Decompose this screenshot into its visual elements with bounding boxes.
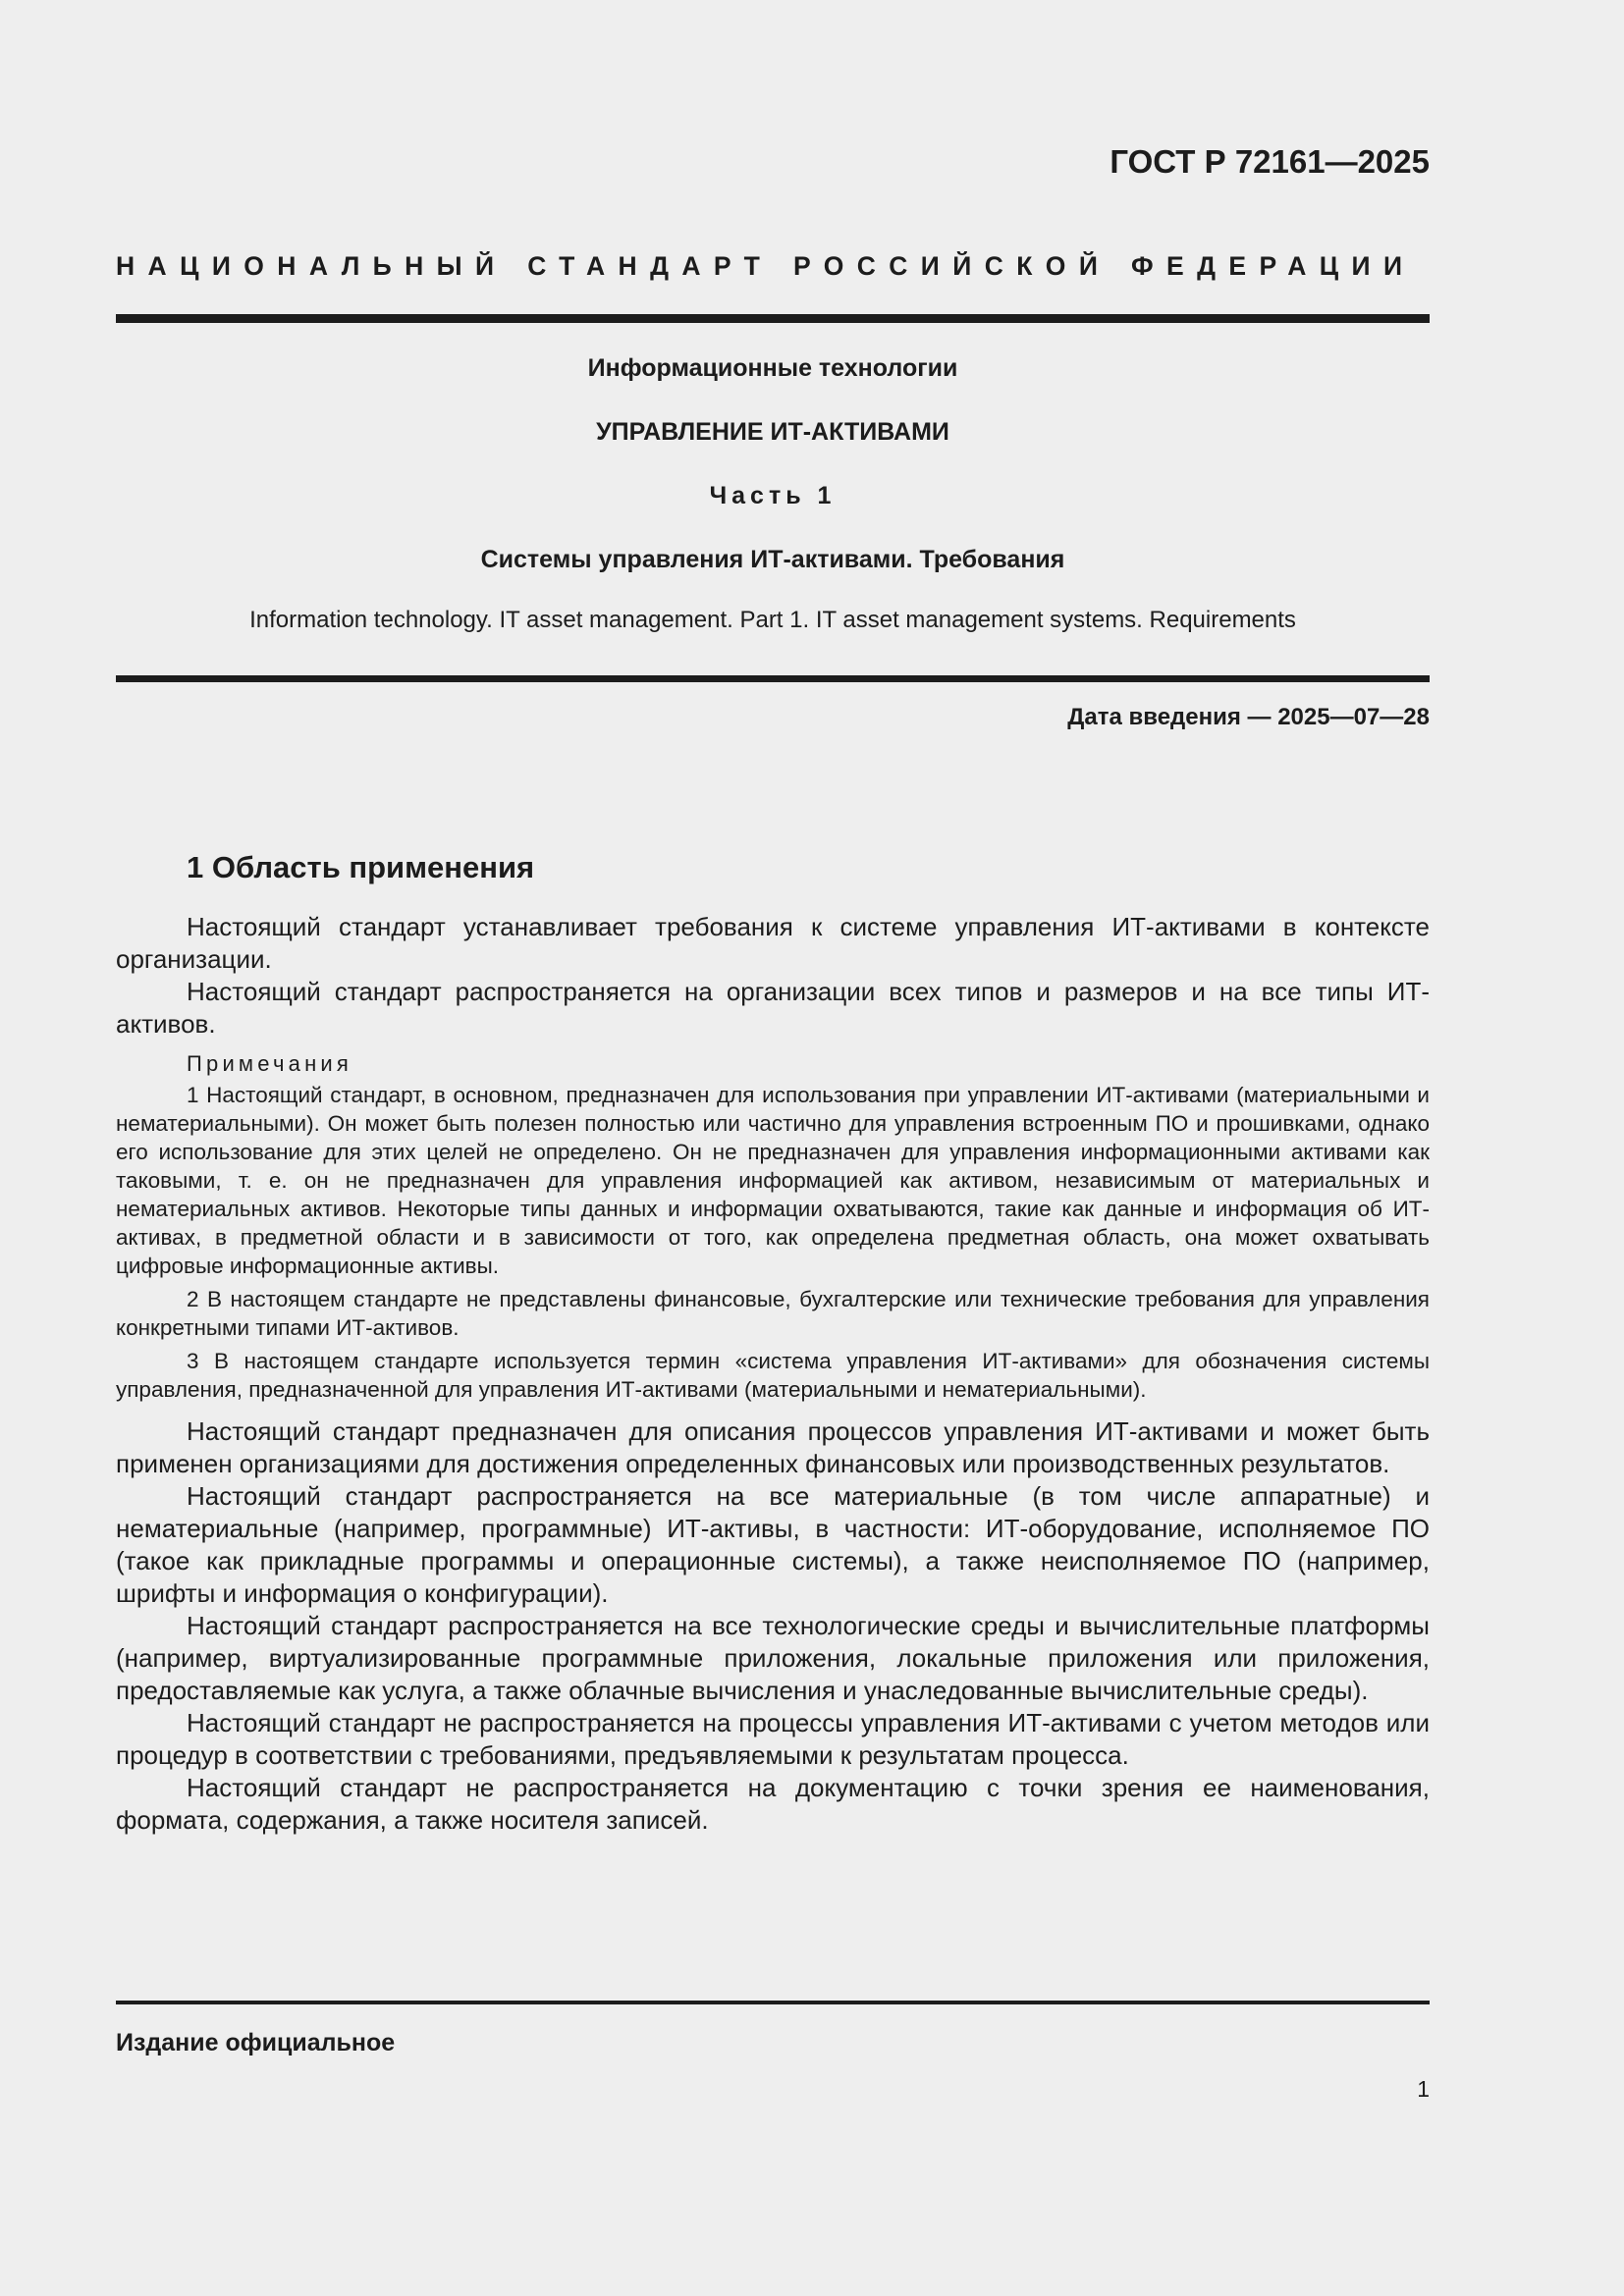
english-title: Information technology. IT asset management. Part 1. IT asset management systems. Requirements (249, 607, 1296, 633)
introduction-date: Дата введения — 2025—07—28 (1067, 704, 1430, 730)
top-divider (116, 314, 1430, 323)
paragraph: Настоящий стандарт распространяется на все материальные (в том числе аппаратные) и нематериальные (например, программные) ИТ-активы, в частности: ИТ-оборудование, исполняемое ПО (такое как прикладные программы и операционные системы), а также неисполняемое ПО (например, шрифты и информация о конфигурации). (116, 1481, 1430, 1608)
note: 2 В настоящем стандарте не представлены финансовые, бухгалтерские или технические требования для управления конкретными типами ИТ-активов. (116, 1287, 1430, 1340)
middle-divider (116, 675, 1430, 682)
official-edition-label: Издание официальное (116, 2029, 396, 2056)
paragraph: Настоящий стандарт предназначен для описания процессов управления ИТ-активами и может быть применен организациями для достижения определенных финансовых или производственных результатов. (116, 1416, 1430, 1478)
section-body (116, 911, 1430, 1837)
note: 1 Настоящий стандарт, в основном, предназначен для использования при управлении ИТ-активами (материальными и нематериальными). Он может быть полезен полностью или частично для управления встроенным ПО и прошивками, однако его использование для этих целей не определено. Он не предназначен для управления информационными активами как таковыми, т. е. он не предназначен для управления информацией как активом, независимым от материальных и нематериальных активов. Некоторые типы данных и информации охватываются, такие как данные и информация об ИТ-активах, в предметной области и в зависимости от того, как определена предметная область, она может охватывать цифровые информационные активы. (116, 1083, 1430, 1278)
paragraph: Настоящий стандарт не распространяется на документацию с точки зрения ее наименования, формата, содержания, а также носителя записей. (116, 1773, 1430, 1835)
page-number: 1 (1417, 2076, 1430, 2102)
paragraph: Настоящий стандарт распространяется на все технологические среды и вычислительные платформы (например, виртуализированные программные приложения, локальные приложения или приложения, предоставляемые как услуга, а также облачные вычисления и унаследованные вычислительные среды). (116, 1611, 1430, 1705)
title-line-2: УПРАВЛЕНИЕ ИТ-АКТИВАМИ (596, 418, 949, 446)
title-line-4: Системы управления ИТ-активами. Требования (480, 546, 1065, 573)
standard-number: ГОСТ Р 72161—2025 (1110, 143, 1430, 180)
title-line-1: Информационные технологии (587, 354, 958, 382)
notes-heading: Примечания (187, 1051, 353, 1076)
national-standard-heading: НАЦИОНАЛЬНЫЙ СТАНДАРТ РОССИЙСКОЙ ФЕДЕРАЦИИ (116, 251, 1416, 281)
paragraph: Настоящий стандарт распространяется на организации всех типов и размеров и на все типы ИТ-активов. (116, 977, 1430, 1039)
paragraph: Настоящий стандарт устанавливает требования к системе управления ИТ-активами в контексте организации. (116, 912, 1430, 974)
section-title: 1 Область применения (187, 850, 535, 884)
title-part: Часть 1 (709, 482, 837, 509)
bottom-divider (116, 2001, 1430, 2004)
note: 3 В настоящем стандарте используется термин «система управления ИТ-активами» для обозначения системы управления, предназначенной для управления ИТ-активами (материальными и нематериальными). (116, 1349, 1430, 1402)
paragraph: Настоящий стандарт не распространяется на процессы управления ИТ-активами с учетом методов или процедур в соответствии с требованиями, предъявляемыми к результатам процесса. (116, 1708, 1430, 1770)
